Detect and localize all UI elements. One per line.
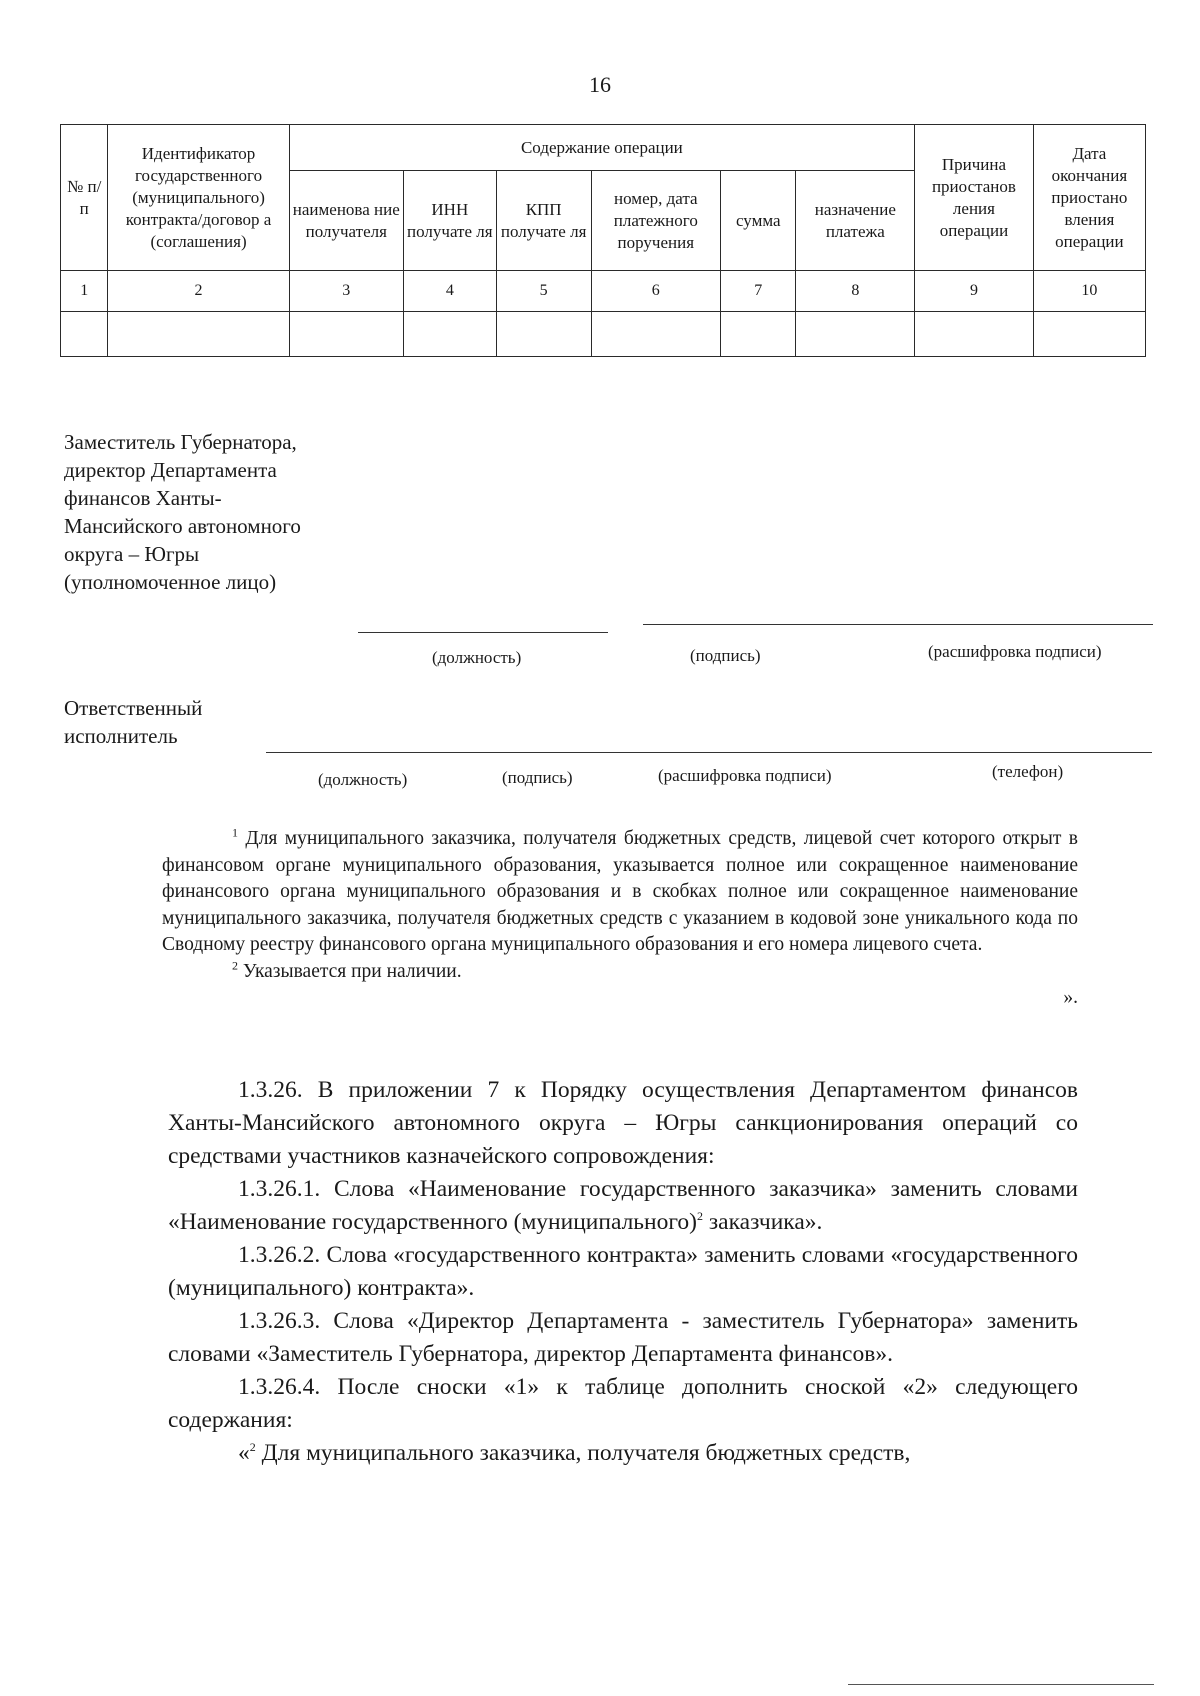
open-quote: «	[238, 1440, 250, 1466]
footnote-ref: 2	[249, 1440, 256, 1455]
footnote-1	[162, 826, 1078, 959]
table-cell	[591, 312, 720, 357]
paragraph-text: Для муниципального заказчика, получателя бюджетных средств,	[255, 1440, 911, 1466]
footnote-1-mark: 1	[232, 825, 238, 840]
header-payment-purpose: назначение платежа	[796, 171, 915, 271]
table-cell	[721, 312, 796, 357]
operations-table	[60, 124, 1146, 357]
header-suspension-reason: Причина приостанов ления операции	[915, 125, 1034, 271]
footer-rule	[848, 1684, 1154, 1685]
paragraph-1-3-26-3: 1.3.26.3. Слова «Директор Департамента - заместитель Губернатора» заменить словами «Заместитель Губернатора, директор Департамента финансов».	[168, 1308, 1078, 1367]
executor-signature-line	[266, 752, 1152, 753]
closing-quote: ».	[1063, 987, 1078, 1008]
table-cell	[915, 312, 1034, 357]
table-cell: 4	[403, 271, 496, 312]
executor-decoding-caption: (расшифровка подписи)	[658, 766, 832, 785]
quoted-footnote	[168, 1437, 1078, 1470]
footnote-2-text: Указывается при наличии.	[238, 960, 462, 982]
header-contract-id: Идентификатор государственного (муниципального) контракта/договор а (соглашения)	[108, 125, 289, 271]
table-cell	[108, 312, 289, 357]
footnote-1-text: Для муниципального заказчика, получателя бюджетных средств, лицевой счет которого открыт в финансовом органе муниципального образования, указывается полное или сокращенное наименование финансового органа муниципального образования и в скобках полное или сокращенное наименование муниципального заказчика, получателя бюджетных средств с указанием в кодовой зоне уникального кода по Сводному реестру финансового органа муниципального образования и его номера лицевого счета.	[162, 828, 1078, 955]
table-cell: 9	[915, 271, 1034, 312]
footnote-2	[162, 959, 1078, 986]
signatory-title: Заместитель Губернатора, директор Департамента финансов Ханты-Мансийского автономного округа – Югры (уполномоченное лицо)	[64, 430, 301, 594]
header-amount: сумма	[721, 171, 796, 271]
executor-signature-caption: (подпись)	[502, 768, 573, 787]
table-number-row	[61, 271, 1146, 312]
paragraph-1-3-26-2: 1.3.26.2. Слова «государственного контракта» заменить словами «государственного (муниципального) контракта».	[168, 1242, 1078, 1301]
position-signature-line	[358, 632, 608, 633]
table-cell: 6	[591, 271, 720, 312]
table-cell: 7	[721, 271, 796, 312]
table-footnotes	[162, 826, 1078, 1012]
document-body	[168, 1074, 1078, 1470]
header-operation-content: Содержание операции	[289, 125, 915, 171]
table-cell: 5	[496, 271, 591, 312]
footnote-2-mark: 2	[232, 958, 238, 972]
table-cell	[403, 312, 496, 357]
table-cell: 2	[108, 271, 289, 312]
header-payment-order: номер, дата платежного поручения	[591, 171, 720, 271]
table-cell	[1033, 312, 1145, 357]
header-no: № п/п	[61, 125, 108, 271]
table-cell	[61, 312, 108, 357]
signature-decoding-caption: (расшифровка подписи)	[928, 642, 1102, 661]
page-number: 16	[589, 72, 611, 97]
paragraph-text: заказчика».	[702, 1209, 823, 1235]
table-cell	[289, 312, 403, 357]
header-recipient-name: наименова ние получателя	[289, 171, 403, 271]
footnote-ref: 2	[696, 1209, 703, 1224]
signature-line	[643, 624, 1153, 625]
executor-title: Ответственный исполнитель	[64, 696, 203, 748]
table-cell: 3	[289, 271, 403, 312]
paragraph-1-3-26: 1.3.26. В приложении 7 к Порядку осуществления Департаментом финансов Ханты-Мансийского автономного округа – Югры санкционирования операций со средствами участников казначейского сопровождения:	[168, 1077, 1078, 1169]
header-suspension-end-date: Дата окончания приостано вления операции	[1033, 125, 1145, 271]
executor-phone-caption: (телефон)	[992, 762, 1064, 781]
position-caption: (должность)	[432, 648, 522, 667]
executor-position-caption: (должность)	[318, 770, 408, 789]
paragraph-1-3-26-4: 1.3.26.4. После сноски «1» к таблице дополнить сноской «2» следующего содержания:	[168, 1374, 1078, 1433]
table-cell: 8	[796, 271, 915, 312]
table-cell	[796, 312, 915, 357]
header-recipient-kpp: КПП получате ля	[496, 171, 591, 271]
header-recipient-inn: ИНН получате ля	[403, 171, 496, 271]
paragraph-text: 1.3.26.1. Слова «Наименование государственного заказчика» заменить словами «Наименование государственного (муниципального)	[168, 1176, 1078, 1235]
table-cell: 1	[61, 271, 108, 312]
paragraph-1-3-26-1	[168, 1173, 1078, 1239]
table-row	[61, 312, 1146, 357]
table-cell	[496, 312, 591, 357]
table-cell: 10	[1033, 271, 1145, 312]
signature-caption: (подпись)	[690, 646, 761, 665]
